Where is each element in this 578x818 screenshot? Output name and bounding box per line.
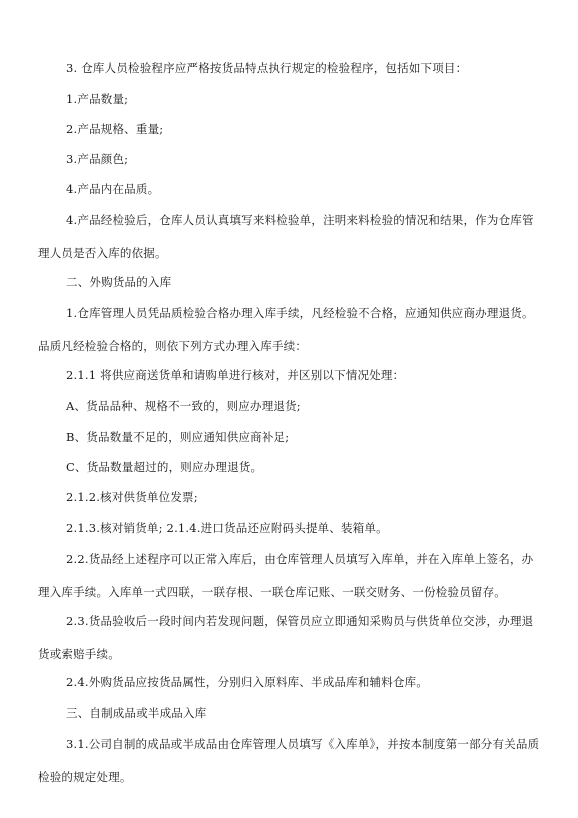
- paragraph-2-1-2: 2.1.2.核对供货单位发票;: [66, 490, 198, 504]
- paragraph-purchased-entry: 1.仓库管理人员凭品质检验合格办理入库手续，凡经检验不合格，应通知供应商办理退货。品质凡经检验合格的，则依下列方式办理入库手续：: [38, 306, 534, 353]
- paragraph-2-4: 2.4.外购货品应按货品属性，分别归入原料库、半成品库和辅料仓库。: [66, 675, 429, 689]
- paragraph-2-1-3: 2.1.3.核对销货单; 2.1.4.进口货品还应附码头提单、装箱单。: [66, 521, 388, 535]
- paragraph-3-1: 3.1.公司自制的成品或半成品由仓库管理人员填写《入库单》，并按本制度第一部分有关品质检验的规定处理。: [38, 737, 540, 784]
- paragraph-2-1-1: 2.1.1 将供应商送货单和请购单进行核对，并区别以下情况处理：: [66, 368, 405, 382]
- paragraph-item-quantity: 1.产品数量;: [66, 92, 129, 106]
- paragraph-inspection-record: 4.产品经检验后，仓库人员认真填写来料检验单，注明来料检验的情况和结果，作为仓库管理人员是否入库的依据。: [38, 213, 534, 260]
- paragraph-inspection-procedure: 3. 仓库人员检验程序应严格按货品特点执行规定的检验程序，包括如下项目：: [66, 61, 468, 75]
- paragraph-item-spec-weight: 2.产品规格、重量;: [66, 122, 164, 136]
- paragraph-case-a: A、货品品种、规格不一致的，则应办理退货;: [66, 399, 301, 413]
- paragraph-case-b: B、货品数量不足的，则应通知供应商补足;: [66, 430, 290, 444]
- paragraph-2-2: 2.2.货品经上述程序可以正常入库后，由仓库管理人员填写入库单，并在入库单上签名，办理入库手续。入库单一式四联，一联存根、一联仓库记账、一联交财务、一份检验员留存。: [38, 552, 534, 599]
- paragraph-item-color: 3.产品颜色;: [66, 152, 129, 166]
- paragraph-2-3: 2.3.货品验收后一段时间内若发现问题，保管员应立即通知采购员与供货单位交涉，办理退货或索赔手续。: [38, 614, 534, 661]
- section-heading-purchased-goods: 二、外购货品的入库: [66, 275, 172, 289]
- paragraph-item-quality: 4.产品内在品质。: [66, 182, 160, 196]
- section-heading-self-made: 三、自制成品或半成品入库: [66, 706, 207, 720]
- paragraph-case-c: C、货品数量超过的，则应办理退货。: [66, 460, 263, 474]
